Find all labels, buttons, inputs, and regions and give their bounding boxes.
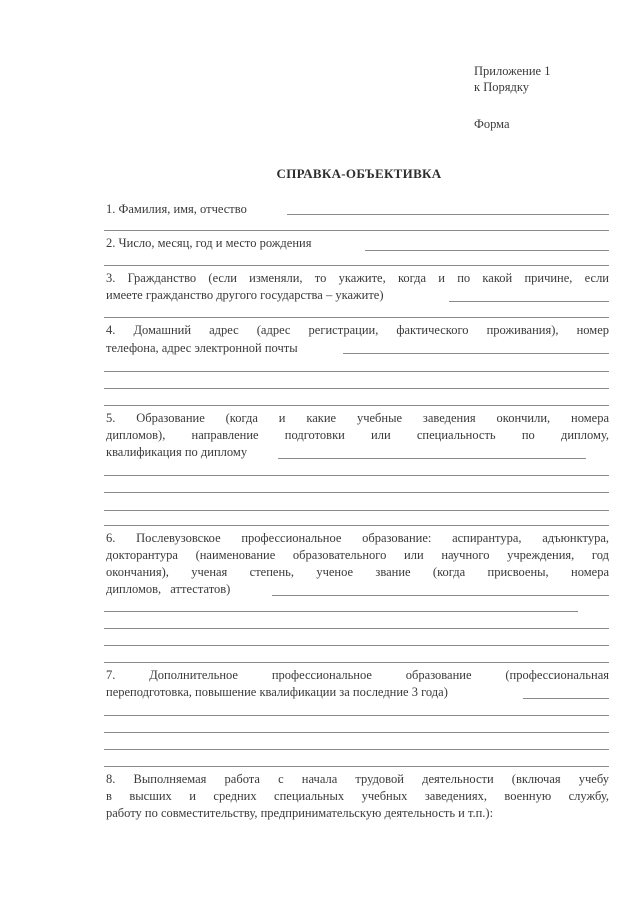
- item-5-blank-line-2[interactable]: [104, 492, 609, 493]
- item-7-line-2: переподготовка, повышение квалификации за последние 3 года): [106, 685, 448, 699]
- item-7-blank-line-3[interactable]: [104, 749, 609, 750]
- item-5-separator: [104, 525, 609, 526]
- item-1-fill-line[interactable]: [287, 214, 609, 215]
- item-2-label: 2. Число, месяц, год и место рождения: [106, 236, 312, 250]
- item-4-blank-line-1[interactable]: [104, 371, 609, 372]
- item-6-line-1: 6. Послевузовское профессиональное образование: аспирантура, адъюнктура,: [106, 531, 609, 545]
- item-5-fill-line[interactable]: [278, 458, 586, 459]
- item-7-blank-line-2[interactable]: [104, 732, 609, 733]
- item-6-separator: [104, 662, 609, 663]
- item-6-line-4: дипломов, аттестатов): [106, 582, 231, 596]
- item-7-separator: [104, 766, 609, 767]
- appendix-line-1: Приложение 1: [474, 64, 551, 78]
- item-5-line-1: 5. Образование (когда и какие учебные заведения окончили, номера: [106, 411, 609, 425]
- item-5-line-2: дипломов), направление подготовки или специальность по диплому,: [106, 428, 609, 442]
- item-6-blank-line-2[interactable]: [104, 628, 609, 629]
- item-4-line-2: телефона, адрес электронной почты: [106, 341, 298, 355]
- item-7-fill-line[interactable]: [523, 698, 609, 699]
- item-5-blank-line-3[interactable]: [104, 510, 609, 511]
- item-4-blank-line-2[interactable]: [104, 388, 609, 389]
- appendix-line-2: к Порядку: [474, 80, 529, 94]
- item-6-blank-line-1[interactable]: [104, 611, 578, 612]
- item-3-fill-line[interactable]: [449, 301, 609, 302]
- item-5-blank-line-1[interactable]: [104, 475, 609, 476]
- item-1-label: 1. Фамилия, имя, отчество: [106, 202, 247, 216]
- item-6-fill-line[interactable]: [272, 595, 609, 596]
- item-8-line-1: 8. Выполняемая работа с начала трудовой деятельности (включая учебу: [106, 772, 609, 786]
- item-2-fill-line[interactable]: [365, 250, 609, 251]
- document-title: СПРАВКА-ОБЪЕКТИВКА: [276, 166, 442, 181]
- item-1-separator: [104, 230, 609, 231]
- item-6-line-3: окончания), ученая степень, ученое звание (когда присвоены, номера: [106, 565, 609, 579]
- item-3-line-1: 3. Гражданство (если изменяли, то укажите, когда и по какой причине, если: [106, 271, 609, 285]
- item-4-separator: [104, 405, 609, 406]
- item-8-line-3: работу по совместительству, предпринимательскую деятельность и т.п.):: [106, 806, 494, 820]
- form-label: Форма: [474, 117, 510, 131]
- item-4-fill-line[interactable]: [343, 353, 609, 354]
- item-3-line-2: имеете гражданство другого государства – укажите): [106, 288, 384, 302]
- item-6-blank-line-3[interactable]: [104, 645, 609, 646]
- item-3-separator: [104, 317, 609, 318]
- item-4-line-1: 4. Домашний адрес (адрес регистрации, фактического проживания), номер: [106, 323, 609, 337]
- item-7-blank-line-1[interactable]: [104, 715, 609, 716]
- item-8-line-2: в высших и средних специальных учебных заведениях, военную службу,: [106, 789, 609, 803]
- item-6-line-2: докторантура (наименование образовательного или научного учреждения, год: [106, 548, 609, 562]
- item-5-line-3: квалификация по диплому: [106, 445, 248, 459]
- item-2-separator: [104, 265, 609, 266]
- item-7-line-1: 7. Дополнительное профессиональное образование (профессиональная: [106, 668, 609, 682]
